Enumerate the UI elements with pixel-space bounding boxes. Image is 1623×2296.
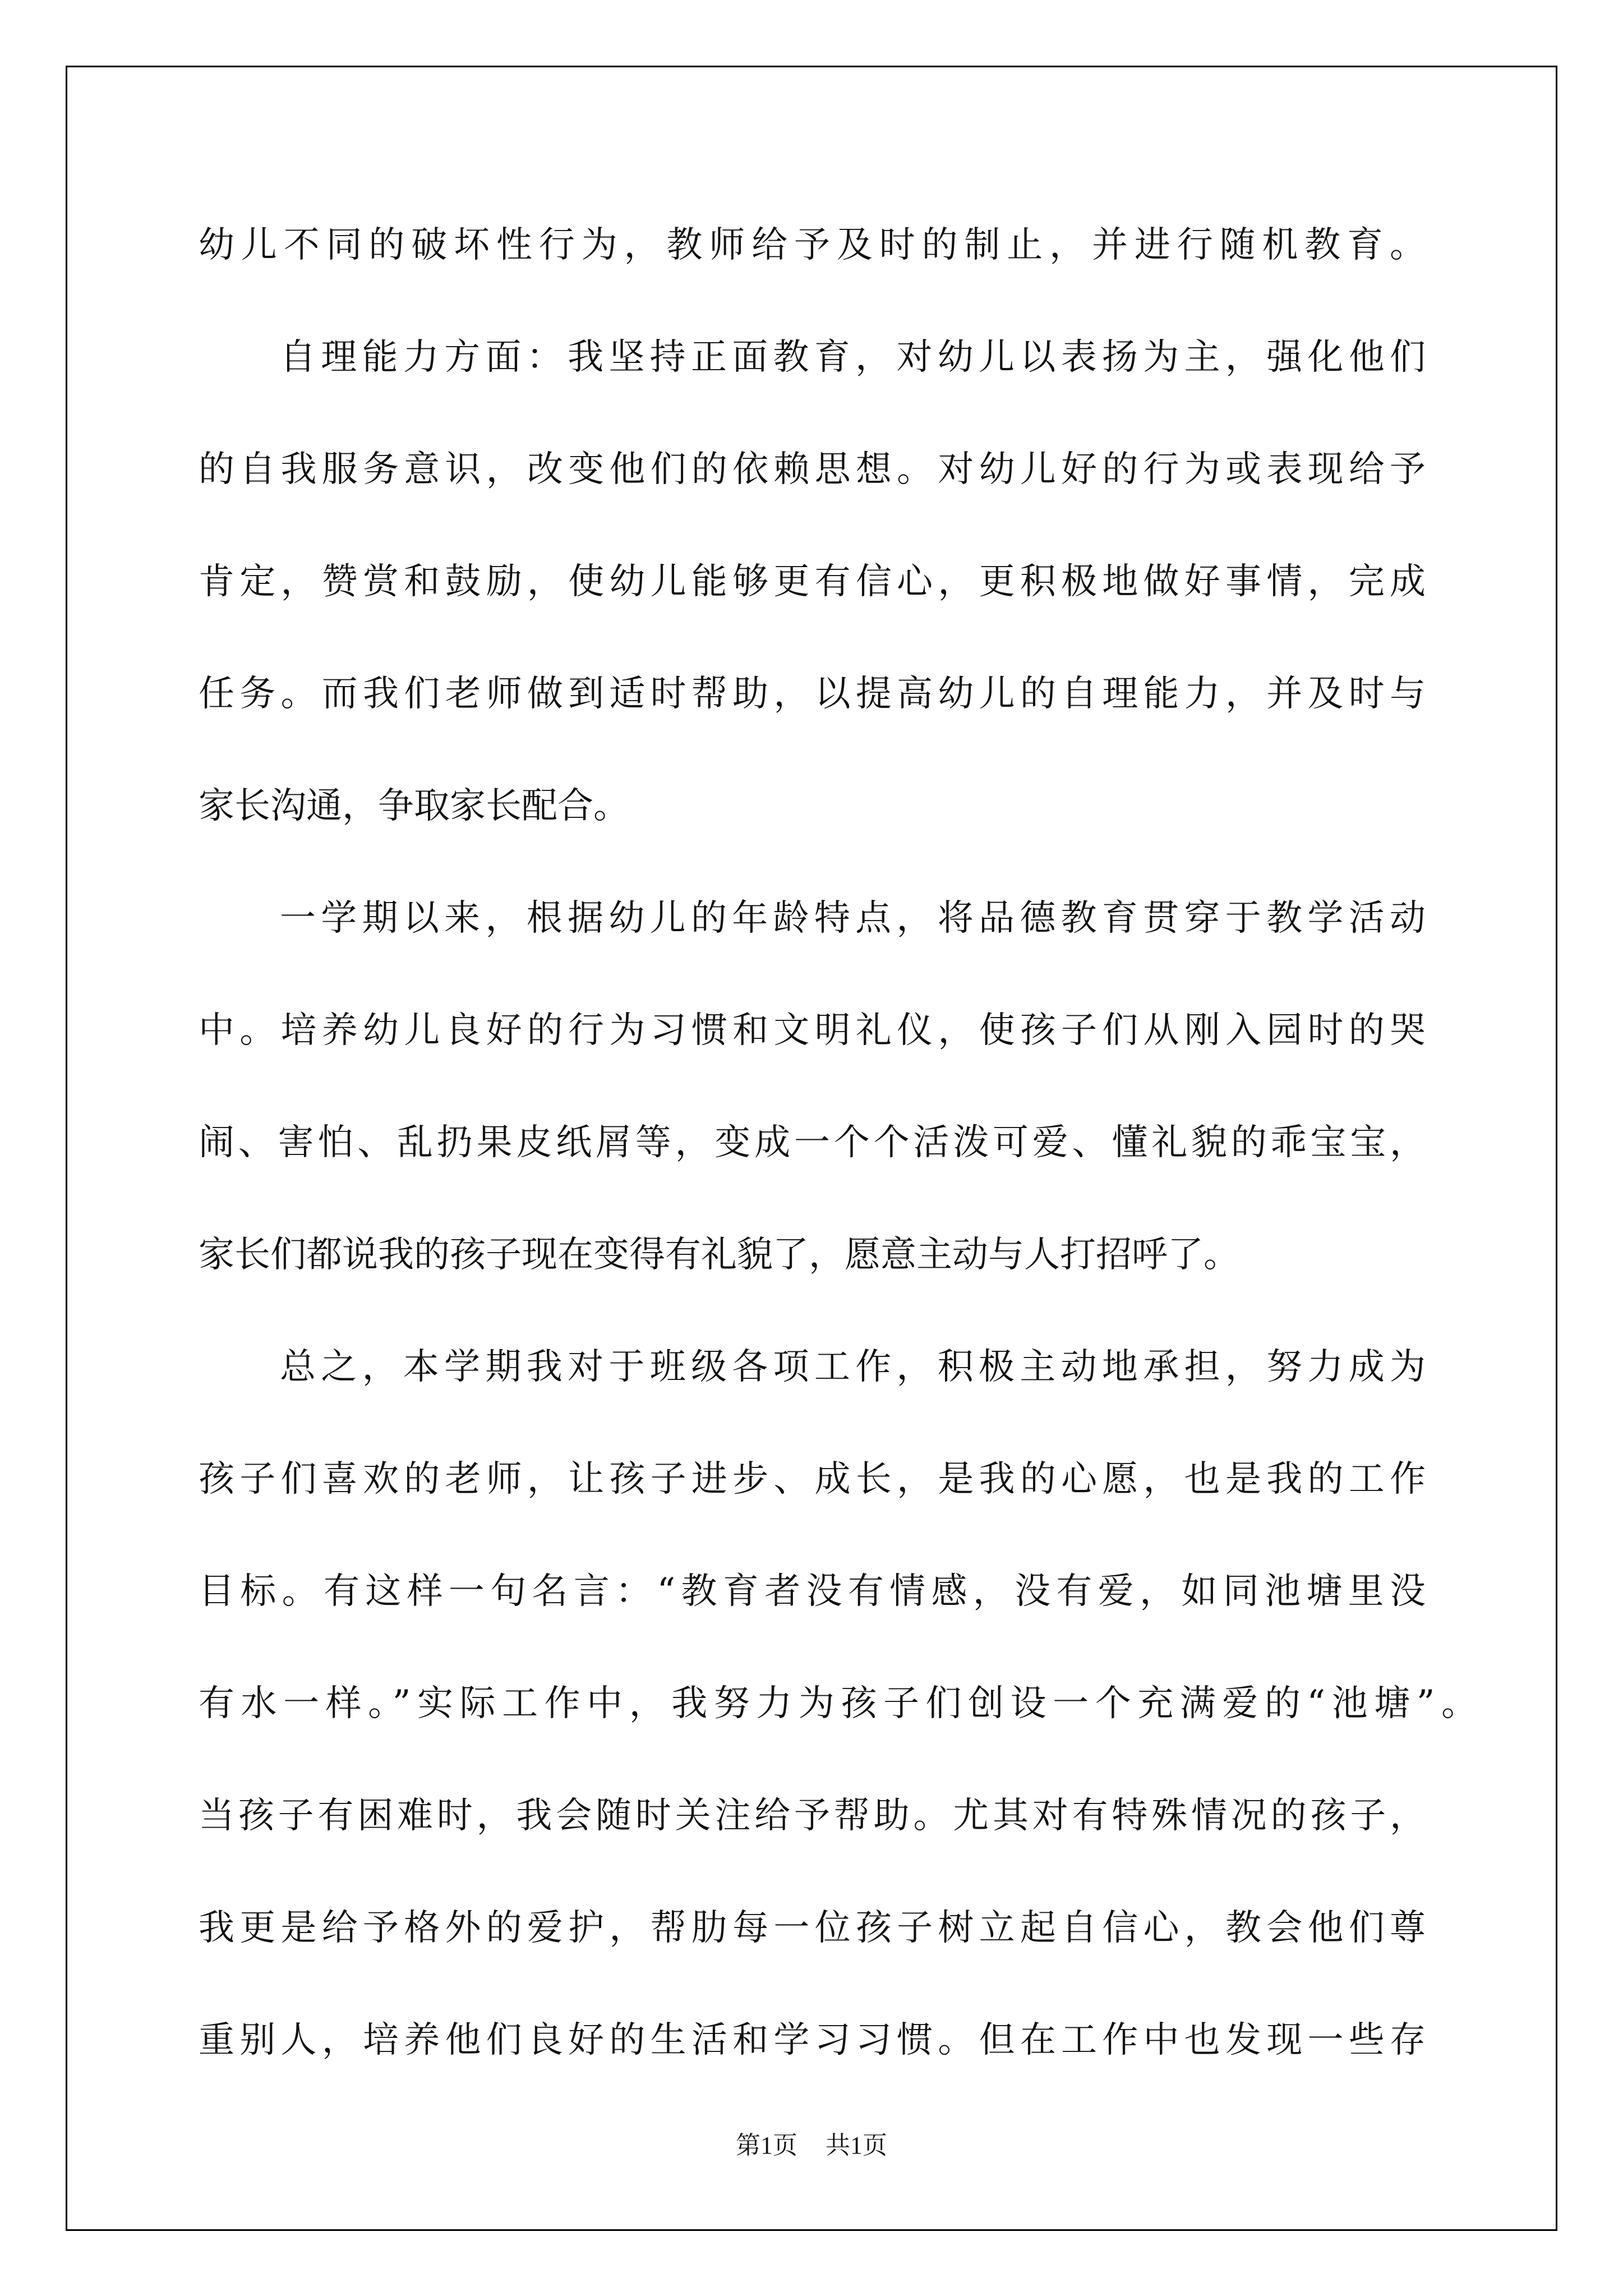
text-line: 当孩子有困难时，我会随时关注给予帮助。尤其对有特殊情况的孩子， <box>199 1795 1426 1837</box>
text-line: 自理能力方面：我坚持正面教育，对幼儿以表扬为主，强化他们 <box>280 337 1426 378</box>
page-number: 第1页 <box>736 2132 797 2159</box>
text-line: 幼儿不同的破坏性行为，教师给予及时的制止，并进行随机教育。 <box>199 224 1426 266</box>
text-line: 家长们都说我的孩子现在变得有礼貌了，愿意主动与人打招呼了。 <box>199 1234 1239 1276</box>
text-line: 有水一样。”实际工作中，我努力为孩子们创设一个充满爱的“池塘”。 <box>199 1683 1477 1724</box>
text-line: 目标。有这样一句名言：“教育者没有情感，没有爱，如同池塘里没 <box>199 1571 1426 1612</box>
page-footer <box>0 2129 1623 2162</box>
page-total: 共1页 <box>826 2132 887 2159</box>
text-line: 肯定，赞赏和鼓励，使幼儿能够更有信心，更积极地做好事情，完成 <box>199 561 1426 602</box>
text-line: 中。培养幼儿良好的行为习惯和文明礼仪，使孩子们从刚入园时的哭 <box>199 1010 1426 1051</box>
text-line: 我更是给予格外的爱护，帮肋每一位孩子树立起自信心，教会他们尊 <box>199 1907 1426 1949</box>
text-line: 一学期以来，根据幼儿的年龄特点，将品德教育贯穿于教学活动 <box>280 898 1426 939</box>
text-line: 总之，本学期我对于班级各项工作，积极主动地承担，努力成为 <box>280 1346 1426 1388</box>
text-line: 重别人，培养他们良好的生活和学习习惯。但在工作中也发现一些存 <box>199 2019 1426 2061</box>
text-line: 孩子们喜欢的老师，让孩子进步、成长，是我的心愿，也是我的工作 <box>199 1458 1426 1500</box>
text-line: 家长沟通，争取家长配合。 <box>199 785 629 827</box>
text-line: 任务。而我们老师做到适时帮助，以提高幼儿的自理能力，并及时与 <box>199 673 1426 715</box>
text-line: 的自我服务意识，改变他们的依赖思想。对幼儿好的行为或表现给予 <box>199 449 1426 490</box>
text-line: 闹、害怕、乱扔果皮纸屑等，变成一个个活泼可爱、懂礼貌的乖宝宝， <box>199 1122 1426 1163</box>
